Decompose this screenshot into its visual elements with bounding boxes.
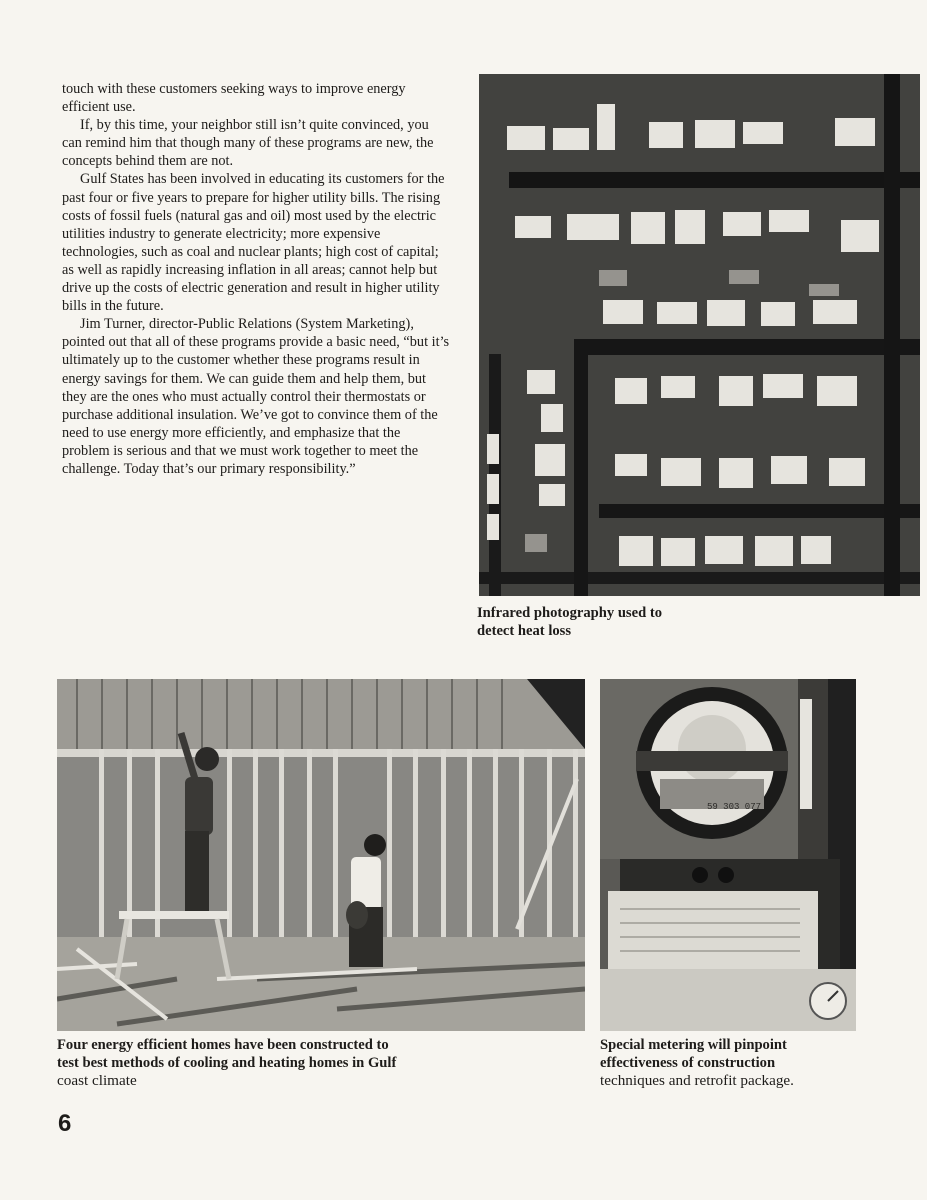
article-paragraph-2: If, by this time, your neighbor still isn’t quite convinced, you can remind him that though many of these programs are new, the concepts behind them are not.	[62, 117, 434, 170]
infrared-aerial-photo	[479, 74, 920, 596]
article-paragraph-4: Jim Turner, director-Public Relations (System Marketing), pointed out that all of these programs provide a basic need, “but it’s ultimately up to the customer whether these programs result in energy savings for them. We can guide them and help them, but they are the ones who must actually control their thermostats or purchase additional insulation. We’ve got to convince them of the need to use energy more efficiently, and emphasize that the problem is serious and that we must work together to meet the challenge. Today that’s our primary responsibility.”	[62, 316, 450, 477]
construction-photo-illustration	[57, 679, 585, 1031]
meter-photo-illustration	[600, 679, 856, 1031]
meter-caption-tail: techniques and retrofit package.	[600, 1072, 794, 1089]
meter-caption-main: Special metering will pinpoint effectiveness of construction	[600, 1037, 787, 1071]
electric-meter-photo	[600, 679, 856, 1031]
article-paragraph-3: Gulf States has been involved in educating its customers for the past four or five years to prepare for higher utility bills. The rising costs of fossil fuels (natural gas and oil) most used by the electric utilities industry to generate electricity; more expensive technologies, such as coal and nuclear plants; high cost of capital; as well as rapidly increasing inflation in all areas; cannot help but drive up the costs of electric generation and result in higher utility bills in the future.	[62, 171, 445, 315]
article-paragraph-1: touch with these customers seeking ways to improve energy efficient use.	[62, 81, 406, 116]
construction-caption-main: Four energy efficient homes have been constructed to test best methods of cooling and heating homes in Gulf	[57, 1037, 397, 1071]
meter-photo-caption	[600, 1036, 860, 1090]
infrared-photo-caption: Infrared photography used to detect heat loss	[477, 605, 663, 639]
page-number: 6	[58, 1110, 72, 1137]
meter-reading-label: 59 303 077	[706, 802, 762, 812]
construction-caption-tail: coast climate	[57, 1072, 137, 1089]
construction-photo-caption	[57, 1036, 497, 1090]
construction-site-photo	[57, 679, 585, 1031]
infrared-photo-illustration	[479, 74, 920, 596]
article-text-column	[62, 80, 450, 478]
